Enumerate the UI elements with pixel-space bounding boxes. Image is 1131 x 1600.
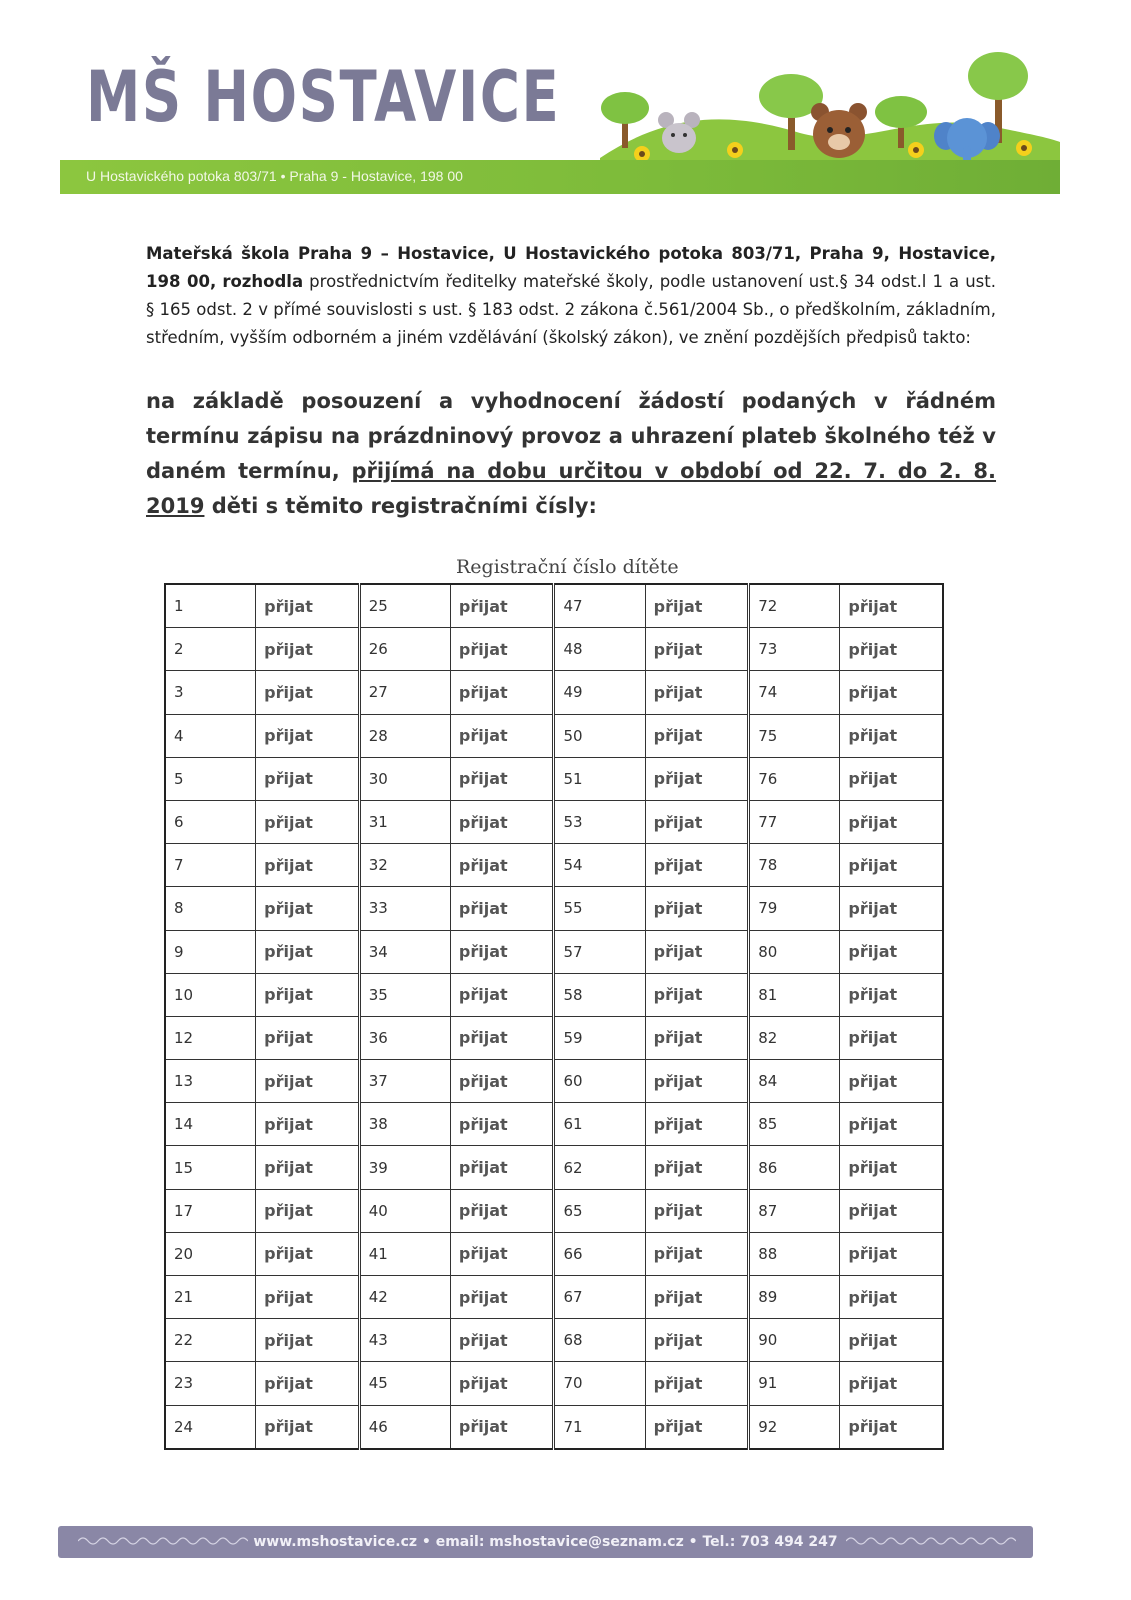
admission-status: přijat (840, 628, 943, 671)
flower-icon (908, 142, 924, 158)
table-row (165, 930, 943, 973)
admission-status: přijat (840, 1276, 943, 1319)
admission-status: přijat (840, 1146, 943, 1189)
admission-status: přijat (450, 930, 554, 973)
admission-status: přijat (840, 844, 943, 887)
table-row (165, 1232, 943, 1275)
table-row (165, 628, 943, 671)
admission-status: přijat (256, 628, 360, 671)
registration-number: 33 (359, 887, 450, 930)
admission-status: přijat (840, 1362, 943, 1405)
admission-status: přijat (645, 800, 749, 843)
registration-number: 28 (359, 714, 450, 757)
registration-number: 72 (749, 584, 840, 628)
registration-number: 76 (749, 757, 840, 800)
registration-number: 58 (554, 973, 645, 1016)
registration-number: 87 (749, 1189, 840, 1232)
admission-status: přijat (645, 671, 749, 714)
footer-contact: www.mshostavice.cz • email: mshostavice@seznam.cz • Tel.: 703 494 247 (253, 1534, 838, 1550)
decision-text-before: na základě posouzení a vyhodnocení žádostí podaných v řádném termínu zápisu na prázdninový provoz a uhrazení plateb školného též v daném termínu, (146, 389, 996, 483)
registration-number: 7 (165, 844, 256, 887)
admission-status: přijat (645, 1189, 749, 1232)
registration-number: 88 (749, 1232, 840, 1275)
registration-number: 31 (359, 800, 450, 843)
decision-paragraph (146, 384, 996, 524)
admission-status: přijat (450, 584, 554, 628)
table-row (165, 844, 943, 887)
admission-status: přijat (645, 844, 749, 887)
registration-number: 51 (554, 757, 645, 800)
admission-status: přijat (645, 757, 749, 800)
registration-number: 65 (554, 1189, 645, 1232)
admission-status: přijat (256, 757, 360, 800)
admission-status: přijat (645, 714, 749, 757)
admission-status: přijat (256, 1060, 360, 1103)
registration-number: 41 (359, 1232, 450, 1275)
registration-number: 81 (749, 973, 840, 1016)
admission-status: přijat (645, 1103, 749, 1146)
bear-icon (811, 103, 867, 158)
registration-number: 60 (554, 1060, 645, 1103)
table-caption: Registrační číslo dítěte (456, 556, 679, 578)
admission-status: přijat (256, 930, 360, 973)
admission-status: přijat (450, 1016, 554, 1059)
admission-status: přijat (840, 671, 943, 714)
registration-number: 46 (359, 1405, 450, 1449)
admission-status: přijat (256, 1103, 360, 1146)
decision-period: přijímá na dobu určitou v období od 22. 7. do 2. 8. 2019 (146, 459, 997, 518)
admission-status: přijat (256, 1146, 360, 1189)
registration-number: 54 (554, 844, 645, 887)
registration-number: 80 (749, 930, 840, 973)
table-row (165, 1060, 943, 1103)
registration-number: 77 (749, 800, 840, 843)
registration-number: 49 (554, 671, 645, 714)
registration-number: 71 (554, 1405, 645, 1449)
registration-number: 12 (165, 1016, 256, 1059)
table-row (165, 1319, 943, 1362)
table-row (165, 887, 943, 930)
legal-basis-text: prostřednictvím ředitelky mateřské školy, podle ustanovení ust.§ 34 odst.l 1 a ust. § 165 odst. 2 v přímé souvislosti s ust. § 183 odst. 2 zákona č.561/2004 Sb., o předškolním, základním, středním, vyšším odborném a jiném vzdělávání (školský zákon), ve znění pozdějších předpisů takto: (146, 272, 996, 347)
admission-status: přijat (450, 1319, 554, 1362)
registration-number: 62 (554, 1146, 645, 1189)
table-row (165, 973, 943, 1016)
table-row (165, 1189, 943, 1232)
admission-status: přijat (450, 1103, 554, 1146)
decided-word: rozhodla (222, 272, 304, 291)
admission-status: přijat (256, 1319, 360, 1362)
registration-number: 27 (359, 671, 450, 714)
registration-number: 26 (359, 628, 450, 671)
registration-number: 91 (749, 1362, 840, 1405)
admission-status: přijat (645, 1016, 749, 1059)
registration-number: 92 (749, 1405, 840, 1449)
registration-number: 84 (749, 1060, 840, 1103)
admission-status: přijat (840, 1016, 943, 1059)
table-row (165, 1103, 943, 1146)
table-row (165, 1362, 943, 1405)
registration-number: 14 (165, 1103, 256, 1146)
registration-number: 13 (165, 1060, 256, 1103)
registration-number: 53 (554, 800, 645, 843)
registration-number: 10 (165, 973, 256, 1016)
registration-number: 36 (359, 1016, 450, 1059)
admission-status: přijat (645, 1319, 749, 1362)
admission-status: přijat (840, 757, 943, 800)
registration-number: 45 (359, 1362, 450, 1405)
admission-status: přijat (256, 800, 360, 843)
registration-number: 35 (359, 973, 450, 1016)
flower-icon (727, 142, 743, 158)
registration-number: 66 (554, 1232, 645, 1275)
registration-number: 17 (165, 1189, 256, 1232)
admission-status: přijat (645, 1405, 749, 1449)
registration-number: 90 (749, 1319, 840, 1362)
admission-status: přijat (256, 671, 360, 714)
registration-number: 78 (749, 844, 840, 887)
registration-number: 9 (165, 930, 256, 973)
registration-number: 86 (749, 1146, 840, 1189)
admission-status: přijat (645, 1232, 749, 1275)
admission-status: přijat (256, 1189, 360, 1232)
registration-number: 25 (359, 584, 450, 628)
admission-status: přijat (256, 973, 360, 1016)
admission-status: přijat (256, 714, 360, 757)
admission-status: přijat (645, 1060, 749, 1103)
school-name: Mateřská škola Praha 9 – Hostavice, U Hostavického potoka 803/71, Praha 9, Hostavice, 198 00, (146, 244, 996, 291)
registration-number: 68 (554, 1319, 645, 1362)
admission-status: přijat (450, 628, 554, 671)
registration-number: 23 (165, 1362, 256, 1405)
registration-number: 47 (554, 584, 645, 628)
admission-status: přijat (256, 1016, 360, 1059)
registration-number: 43 (359, 1319, 450, 1362)
registration-number: 15 (165, 1146, 256, 1189)
admission-status: přijat (256, 1232, 360, 1275)
registration-number: 70 (554, 1362, 645, 1405)
registration-number: 79 (749, 887, 840, 930)
table-row (165, 1146, 943, 1189)
admission-status: přijat (450, 1405, 554, 1449)
admission-status: přijat (840, 1232, 943, 1275)
table-row (165, 757, 943, 800)
admission-status: přijat (645, 628, 749, 671)
registration-number: 89 (749, 1276, 840, 1319)
registration-number: 82 (749, 1016, 840, 1059)
table-row (165, 1016, 943, 1059)
admission-status: přijat (840, 973, 943, 1016)
admission-status: přijat (450, 887, 554, 930)
registration-number: 30 (359, 757, 450, 800)
school-address: U Hostavického potoka 803/71 • Praha 9 - Hostavice, 198 00 (86, 168, 463, 184)
registration-number: 24 (165, 1405, 256, 1449)
registration-number: 4 (165, 714, 256, 757)
admission-status: přijat (450, 844, 554, 887)
decision-text-after: děti s těmito registračními čísly: (211, 494, 597, 518)
registration-number: 40 (359, 1189, 450, 1232)
admission-status: přijat (840, 800, 943, 843)
registration-number: 85 (749, 1103, 840, 1146)
admission-status: přijat (256, 887, 360, 930)
registration-number: 37 (359, 1060, 450, 1103)
admission-status: přijat (645, 887, 749, 930)
registration-number: 5 (165, 757, 256, 800)
admission-status: přijat (450, 1362, 554, 1405)
admission-status: přijat (645, 1362, 749, 1405)
registration-number: 67 (554, 1276, 645, 1319)
registration-number: 21 (165, 1276, 256, 1319)
registration-number: 1 (165, 584, 256, 628)
registration-number: 73 (749, 628, 840, 671)
table-row (165, 584, 943, 628)
registration-number: 3 (165, 671, 256, 714)
registration-number: 42 (359, 1276, 450, 1319)
registration-number: 34 (359, 930, 450, 973)
admission-status: přijat (256, 1362, 360, 1405)
admission-status: přijat (840, 584, 943, 628)
admission-status: přijat (450, 800, 554, 843)
table-row (165, 671, 943, 714)
admission-status: přijat (256, 584, 360, 628)
registration-table (164, 583, 944, 1450)
admission-status: přijat (840, 1103, 943, 1146)
admission-status: přijat (450, 1276, 554, 1319)
registration-number: 8 (165, 887, 256, 930)
table-row (165, 800, 943, 843)
school-logo-title: MŠ HOSTAVICE (86, 56, 561, 138)
header-illustration (600, 38, 1060, 168)
admission-status: přijat (450, 1146, 554, 1189)
table-row (165, 1276, 943, 1319)
admission-status: přijat (450, 714, 554, 757)
registration-number: 20 (165, 1232, 256, 1275)
admission-status: přijat (840, 1319, 943, 1362)
admission-status: přijat (256, 844, 360, 887)
registration-number: 57 (554, 930, 645, 973)
admission-status: přijat (450, 757, 554, 800)
table-row (165, 714, 943, 757)
admission-status: přijat (645, 930, 749, 973)
registration-number: 38 (359, 1103, 450, 1146)
registration-number: 74 (749, 671, 840, 714)
admission-status: přijat (840, 1189, 943, 1232)
admission-status: přijat (450, 1232, 554, 1275)
admission-status: přijat (840, 714, 943, 757)
admission-status: přijat (645, 973, 749, 1016)
admission-status: přijat (840, 1405, 943, 1449)
admission-status: přijat (450, 1189, 554, 1232)
intro-paragraph (146, 240, 996, 352)
registration-number: 2 (165, 628, 256, 671)
registration-number: 22 (165, 1319, 256, 1362)
registration-number: 59 (554, 1016, 645, 1059)
admission-status: přijat (840, 1060, 943, 1103)
registration-number: 32 (359, 844, 450, 887)
registration-number: 75 (749, 714, 840, 757)
admission-status: přijat (256, 1405, 360, 1449)
admission-status: přijat (450, 671, 554, 714)
admission-status: přijat (645, 1276, 749, 1319)
admission-status: přijat (450, 1060, 554, 1103)
admission-status: přijat (256, 1276, 360, 1319)
flower-icon (1016, 140, 1032, 156)
admission-status: přijat (840, 887, 943, 930)
registration-number: 61 (554, 1103, 645, 1146)
admission-status: přijat (450, 973, 554, 1016)
registration-number: 55 (554, 887, 645, 930)
admission-status: přijat (840, 930, 943, 973)
admission-status: přijat (645, 1146, 749, 1189)
registration-number: 39 (359, 1146, 450, 1189)
registration-number: 50 (554, 714, 645, 757)
admission-status: přijat (645, 584, 749, 628)
registration-number: 48 (554, 628, 645, 671)
registration-number: 6 (165, 800, 256, 843)
table-row (165, 1405, 943, 1449)
